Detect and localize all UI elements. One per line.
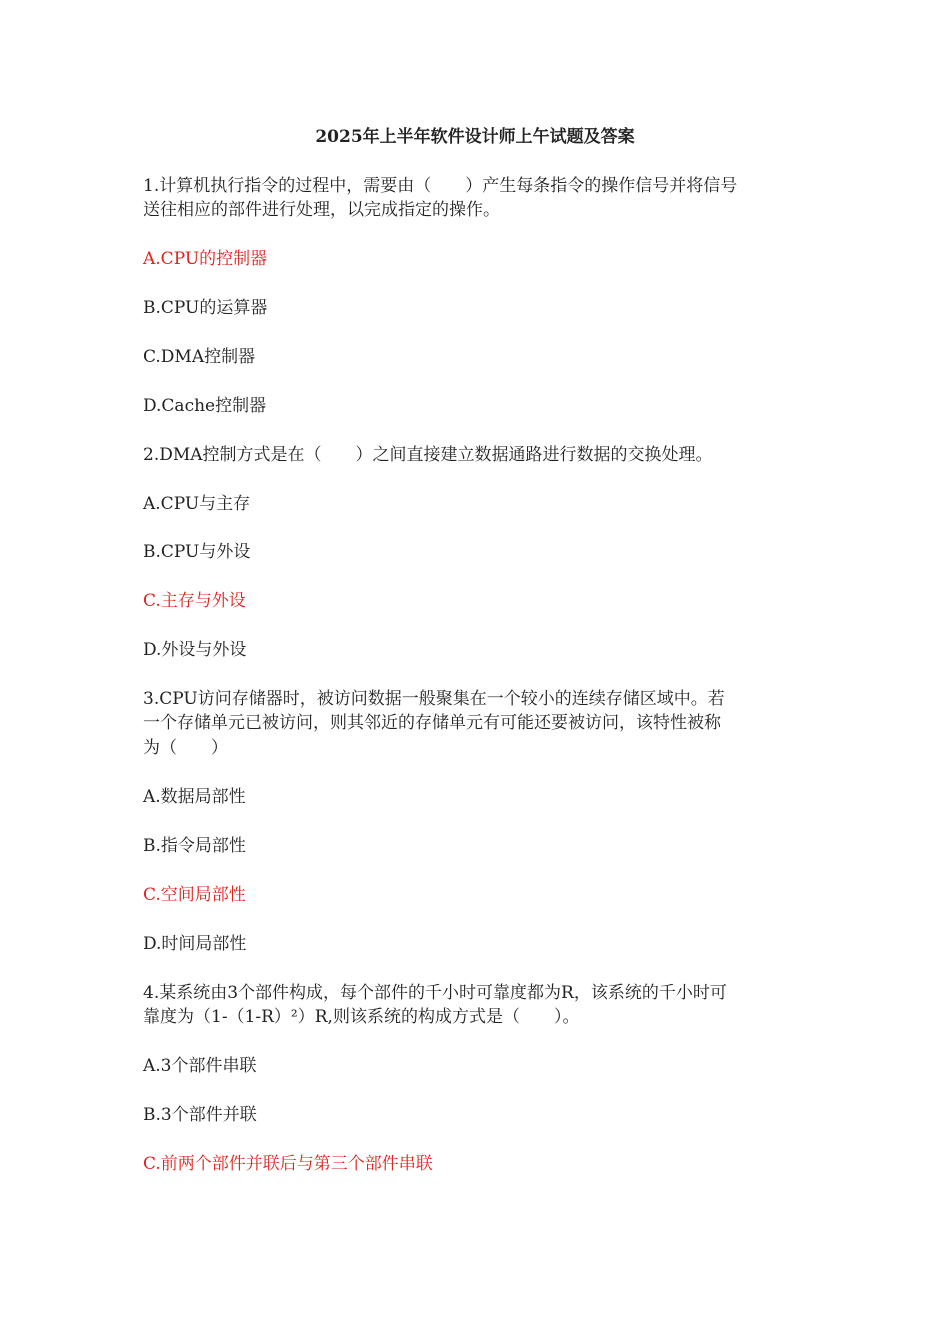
answer-option: D.时间局部性 bbox=[143, 934, 247, 954]
document-title: 2025年上半年软件设计师上午试题及答案 bbox=[315, 127, 635, 147]
answer-option-correct: C.主存与外设 bbox=[143, 591, 246, 611]
answer-option: B.3个部件并联 bbox=[143, 1105, 257, 1125]
answer-option: B.CPU与外设 bbox=[143, 542, 251, 562]
answer-option: C.DMA控制器 bbox=[143, 347, 256, 367]
question-stem-line: 1.计算机执行指令的过程中，需要由（ ）产生每条指令的操作信号并将信号 bbox=[143, 176, 738, 196]
answer-option: D.外设与外设 bbox=[143, 640, 247, 660]
answer-option: D.Cache控制器 bbox=[143, 396, 267, 416]
question-stem-line: 一个存储单元已被访问，则其邻近的存储单元有可能还要被访问，该特性被称 bbox=[143, 713, 721, 733]
answer-option: A.CPU与主存 bbox=[143, 494, 251, 514]
question-stem-line: 靠度为（1-（1-R）²）R,则该系统的构成方式是（ ）。 bbox=[143, 1007, 580, 1027]
question-stem-line: 4.某系统由3个部件构成，每个部件的千小时可靠度都为R，该系统的千小时可 bbox=[143, 983, 727, 1003]
question-stem-line: 3.CPU访问存储器时，被访问数据一般聚集在一个较小的连续存储区域中。若 bbox=[143, 689, 725, 709]
question-stem-line: 2.DMA控制方式是在（ ）之间直接建立数据通路进行数据的交换处理。 bbox=[143, 445, 713, 465]
question-stem-line: 送往相应的部件进行处理，以完成指定的操作。 bbox=[143, 200, 500, 220]
answer-option: A.3个部件串联 bbox=[143, 1056, 257, 1076]
answer-option: B.指令局部性 bbox=[143, 836, 246, 856]
question-stem-line: 为（ ） bbox=[143, 738, 228, 758]
answer-option-correct: C.空间局部性 bbox=[143, 885, 246, 905]
answer-option: B.CPU的运算器 bbox=[143, 298, 268, 318]
answer-option: A.数据局部性 bbox=[143, 787, 246, 807]
answer-option-correct: C.前两个部件并联后与第三个部件串联 bbox=[143, 1154, 433, 1174]
answer-option-correct: A.CPU的控制器 bbox=[143, 249, 268, 269]
